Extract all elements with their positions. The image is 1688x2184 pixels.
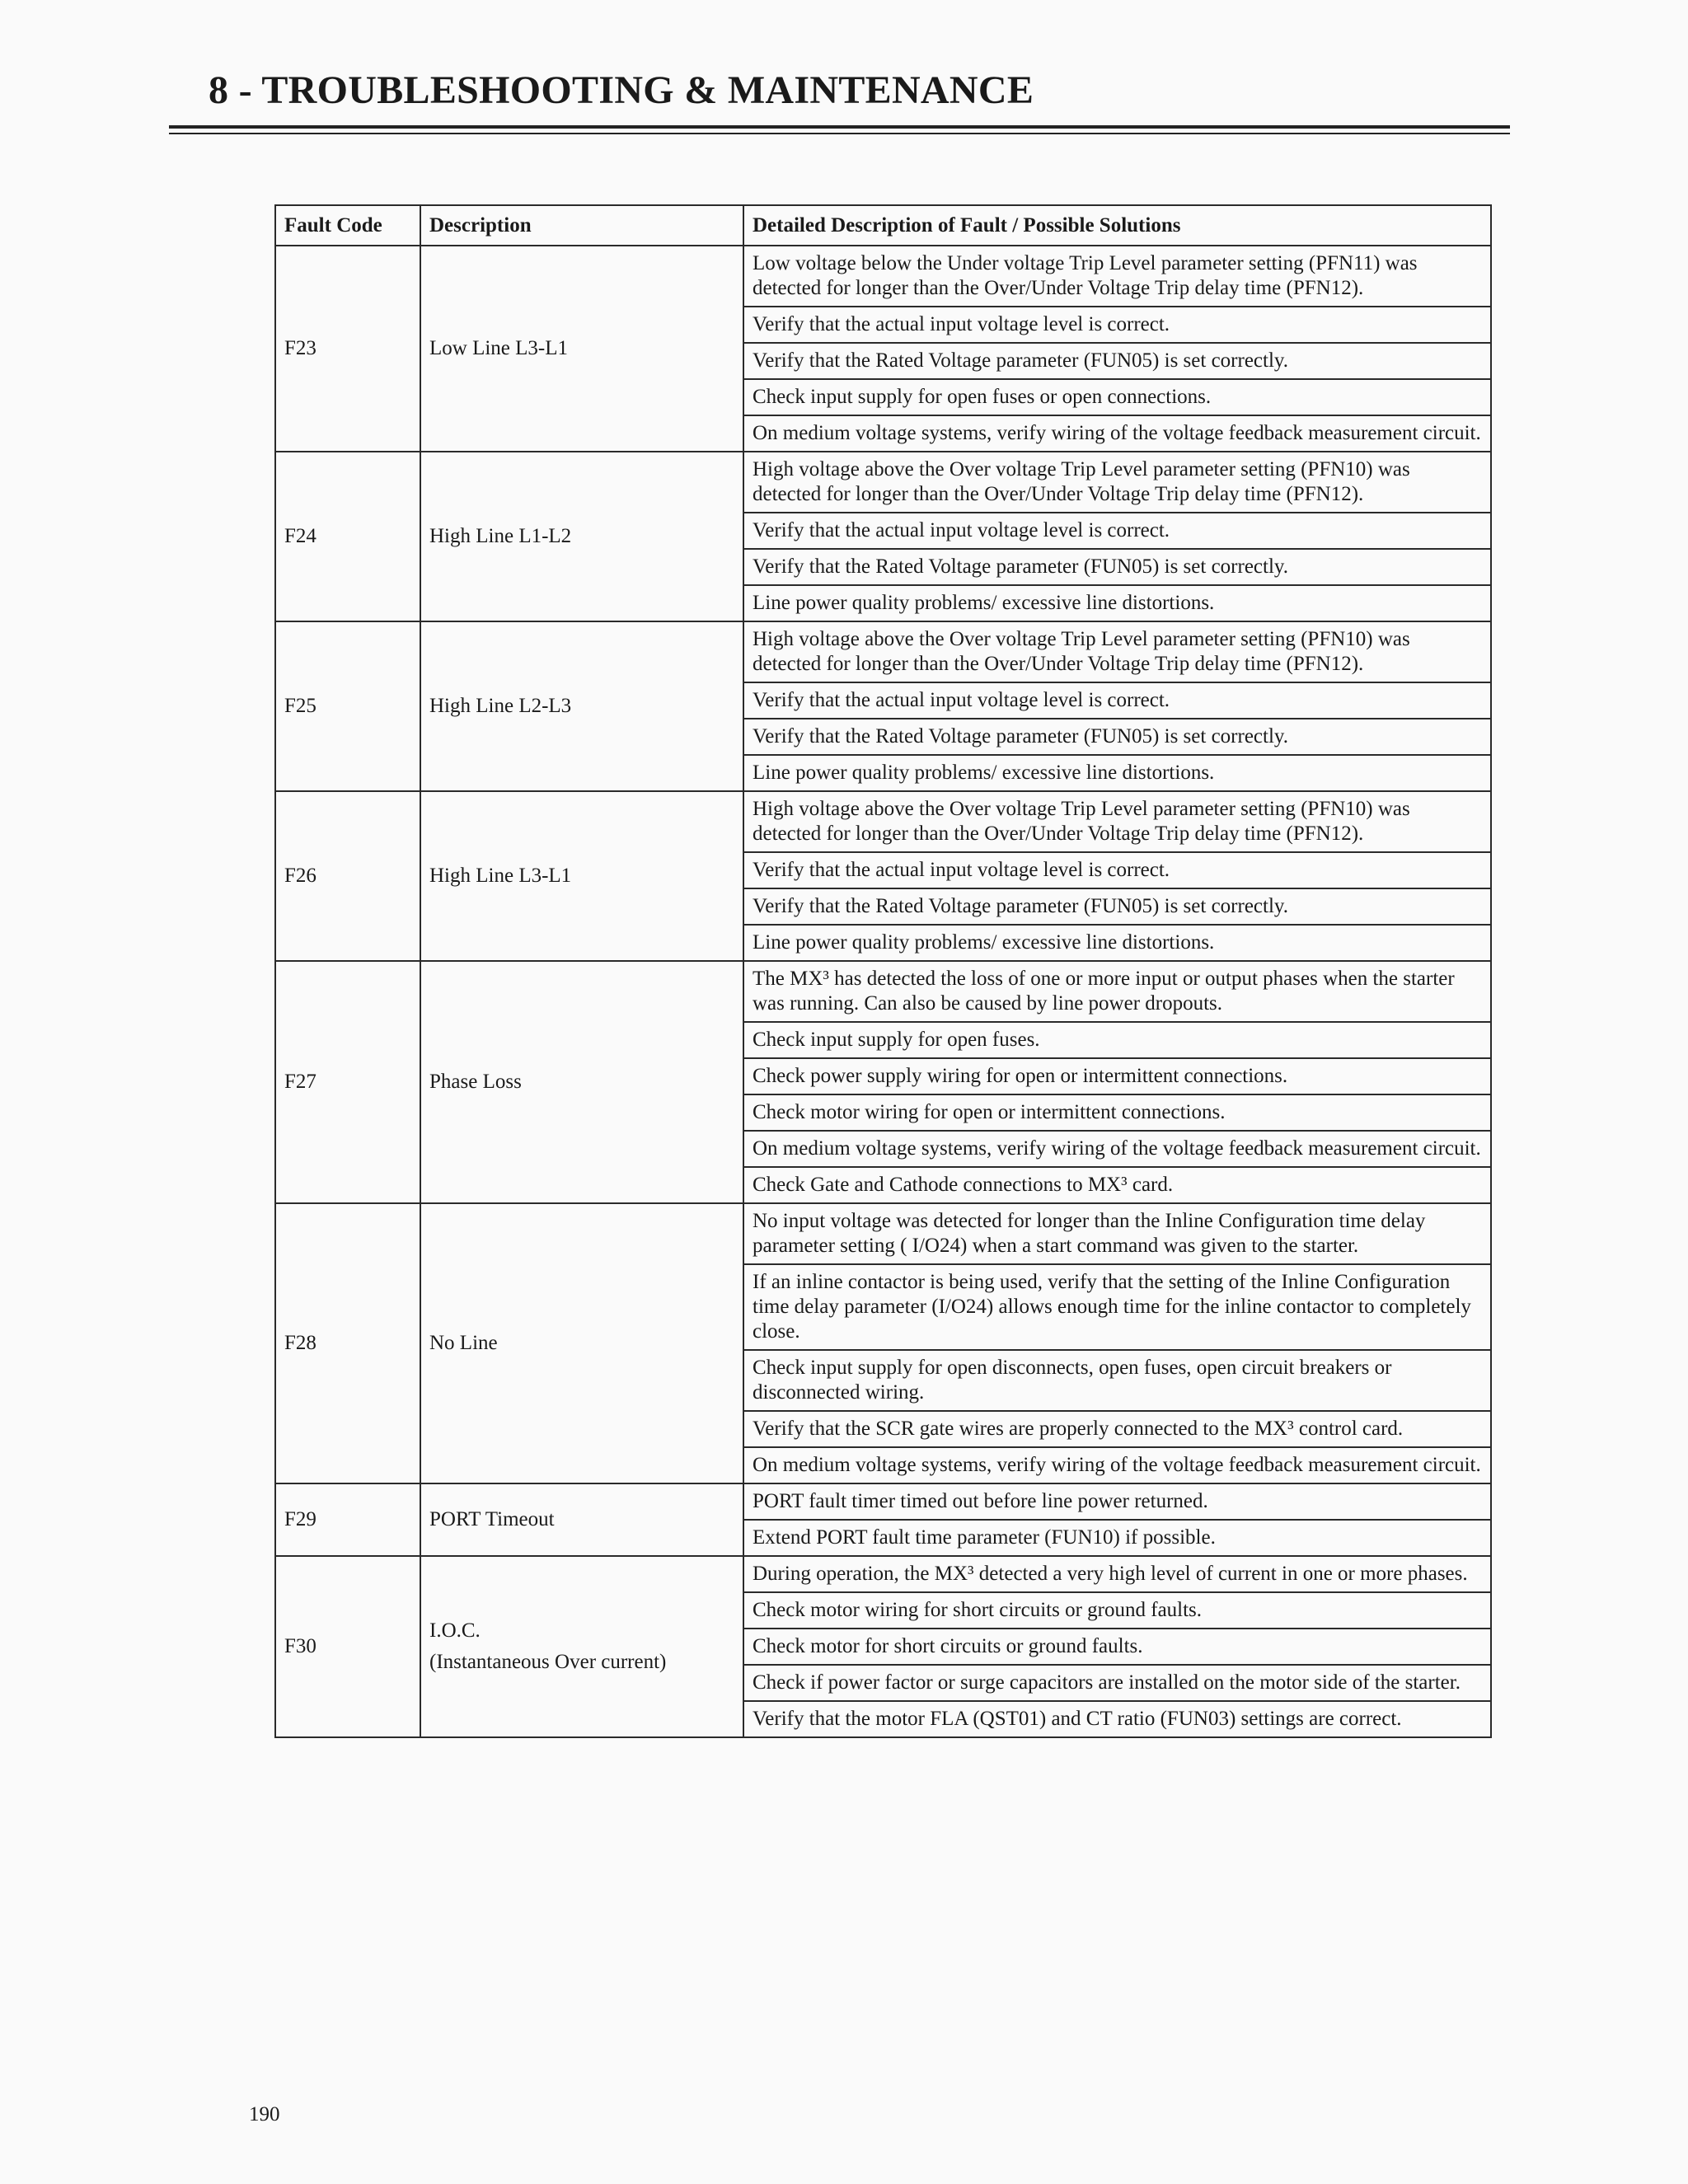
- solution-cell: If an inline contactor is being used, verify that the setting of the Inline Configuration time delay parameter (I/O24) allows enough time for the inline contactor to completely close.: [743, 1264, 1491, 1350]
- fault-description-text: PORT Timeout: [429, 1508, 555, 1530]
- fault-code-cell: F29: [275, 1483, 420, 1556]
- solution-cell: High voltage above the Over voltage Trip Level parameter setting (PFN10) was detected for longer than the Over/Under Voltage Trip delay time (PFN12).: [743, 452, 1491, 513]
- page-number: 190: [249, 2103, 280, 2125]
- fault-description-cell: [420, 452, 743, 621]
- fault-description-cell: [420, 1203, 743, 1483]
- table-header-row: [275, 205, 1491, 246]
- solution-cell: PORT fault timer timed out before line power returned.: [743, 1483, 1491, 1520]
- column-header-description: Description: [420, 205, 743, 246]
- fault-description-text: Phase Loss: [429, 1071, 522, 1093]
- solution-cell: Verify that the actual input voltage level is correct.: [743, 307, 1491, 343]
- solution-cell: Check motor wiring for short circuits or ground faults.: [743, 1592, 1491, 1629]
- solution-cell: Check Gate and Cathode connections to MX³ card.: [743, 1167, 1491, 1203]
- fault-code-cell: F26: [275, 791, 420, 961]
- table-row: [275, 621, 1491, 682]
- solution-cell: Verify that the Rated Voltage parameter (FUN05) is set correctly.: [743, 719, 1491, 755]
- fault-description-subtext: (Instantaneous Over current): [429, 1651, 667, 1673]
- solution-cell: On medium voltage systems, verify wiring of the voltage feedback measurement circuit.: [743, 1447, 1491, 1483]
- fault-code-cell: F23: [275, 246, 420, 452]
- solution-cell: Check input supply for open fuses or open connections.: [743, 379, 1491, 415]
- fault-description-text: Low Line L3-L1: [429, 337, 569, 359]
- fault-description-text: High Line L2-L3: [429, 695, 572, 717]
- page-title: 8 - TROUBLESHOOTING & MAINTENANCE: [209, 68, 1034, 112]
- solution-cell: The MX³ has detected the loss of one or more input or output phases when the starter was running. Can also be caused by line power dropouts.: [743, 961, 1491, 1022]
- fault-description-cell: [420, 1483, 743, 1556]
- solution-cell: Verify that the actual input voltage level is correct.: [743, 682, 1491, 719]
- table-row: [275, 452, 1491, 513]
- solution-cell: On medium voltage systems, verify wiring of the voltage feedback measurement circuit.: [743, 1131, 1491, 1167]
- fault-description-text: No Line: [429, 1332, 498, 1354]
- solution-cell: High voltage above the Over voltage Trip Level parameter setting (PFN10) was detected for longer than the Over/Under Voltage Trip delay time (PFN12).: [743, 621, 1491, 682]
- fault-table: [274, 204, 1492, 1738]
- solution-cell: Line power quality problems/ excessive line distortions.: [743, 925, 1491, 961]
- table-row: [275, 1483, 1491, 1520]
- solution-cell: Check if power factor or surge capacitors are installed on the motor side of the starter.: [743, 1665, 1491, 1701]
- solution-cell: On medium voltage systems, verify wiring of the voltage feedback measurement circuit.: [743, 415, 1491, 452]
- solution-cell: Verify that the SCR gate wires are properly connected to the MX³ control card.: [743, 1411, 1491, 1447]
- fault-code-cell: F24: [275, 452, 420, 621]
- solution-cell: During operation, the MX³ detected a very high level of current in one or more phases.: [743, 1556, 1491, 1592]
- solution-cell: High voltage above the Over voltage Trip Level parameter setting (PFN10) was detected for longer than the Over/Under Voltage Trip delay time (PFN12).: [743, 791, 1491, 852]
- solution-cell: Check input supply for open fuses.: [743, 1022, 1491, 1058]
- column-header-solutions: Detailed Description of Fault / Possible Solutions: [743, 205, 1491, 246]
- fault-description-cell: [420, 791, 743, 961]
- solution-cell: Verify that the Rated Voltage parameter (FUN05) is set correctly.: [743, 549, 1491, 585]
- table-row: [275, 246, 1491, 307]
- solution-cell: Low voltage below the Under voltage Trip Level parameter setting (PFN11) was detected for longer than the Over/Under Voltage Trip delay time (PFN12).: [743, 246, 1491, 307]
- solution-cell: Verify that the Rated Voltage parameter (FUN05) is set correctly.: [743, 343, 1491, 379]
- table-row: [275, 1556, 1491, 1592]
- fault-description-cell: [420, 246, 743, 452]
- solution-cell: Check motor wiring for open or intermittent connections.: [743, 1094, 1491, 1131]
- fault-description-cell: [420, 1556, 743, 1737]
- fault-description-text: High Line L1-L2: [429, 525, 572, 547]
- solution-cell: Check motor for short circuits or ground faults.: [743, 1629, 1491, 1665]
- header-rule-thin: [169, 133, 1510, 134]
- table-row: [275, 1203, 1491, 1264]
- solution-cell: Verify that the actual input voltage level is correct.: [743, 513, 1491, 549]
- solution-cell: Verify that the Rated Voltage parameter (FUN05) is set correctly.: [743, 888, 1491, 925]
- table-row: [275, 791, 1491, 852]
- solution-cell: Line power quality problems/ excessive line distortions.: [743, 585, 1491, 621]
- solution-cell: Extend PORT fault time parameter (FUN10) if possible.: [743, 1520, 1491, 1556]
- fault-code-cell: F28: [275, 1203, 420, 1483]
- solution-cell: No input voltage was detected for longer than the Inline Configuration time delay parameter setting ( I/O24) when a start command was given to the starter.: [743, 1203, 1491, 1264]
- solution-cell: Line power quality problems/ excessive line distortions.: [743, 755, 1491, 791]
- fault-code-cell: F30: [275, 1556, 420, 1737]
- solution-cell: Verify that the actual input voltage level is correct.: [743, 852, 1491, 888]
- solution-cell: Check power supply wiring for open or intermittent connections.: [743, 1058, 1491, 1094]
- fault-description-text: I.O.C.: [429, 1619, 481, 1642]
- column-header-fault-code: Fault Code: [275, 205, 420, 246]
- fault-description-cell: [420, 961, 743, 1203]
- solution-cell: Check input supply for open disconnects, open fuses, open circuit breakers or disconnected wiring.: [743, 1350, 1491, 1411]
- fault-description-text: High Line L3-L1: [429, 865, 572, 887]
- fault-code-cell: F27: [275, 961, 420, 1203]
- fault-description-cell: [420, 621, 743, 791]
- fault-table-body: [275, 246, 1491, 1737]
- table-row: [275, 961, 1491, 1022]
- header-rule-thick: [169, 125, 1510, 129]
- fault-code-cell: F25: [275, 621, 420, 791]
- solution-cell: Verify that the motor FLA (QST01) and CT ratio (FUN03) settings are correct.: [743, 1701, 1491, 1737]
